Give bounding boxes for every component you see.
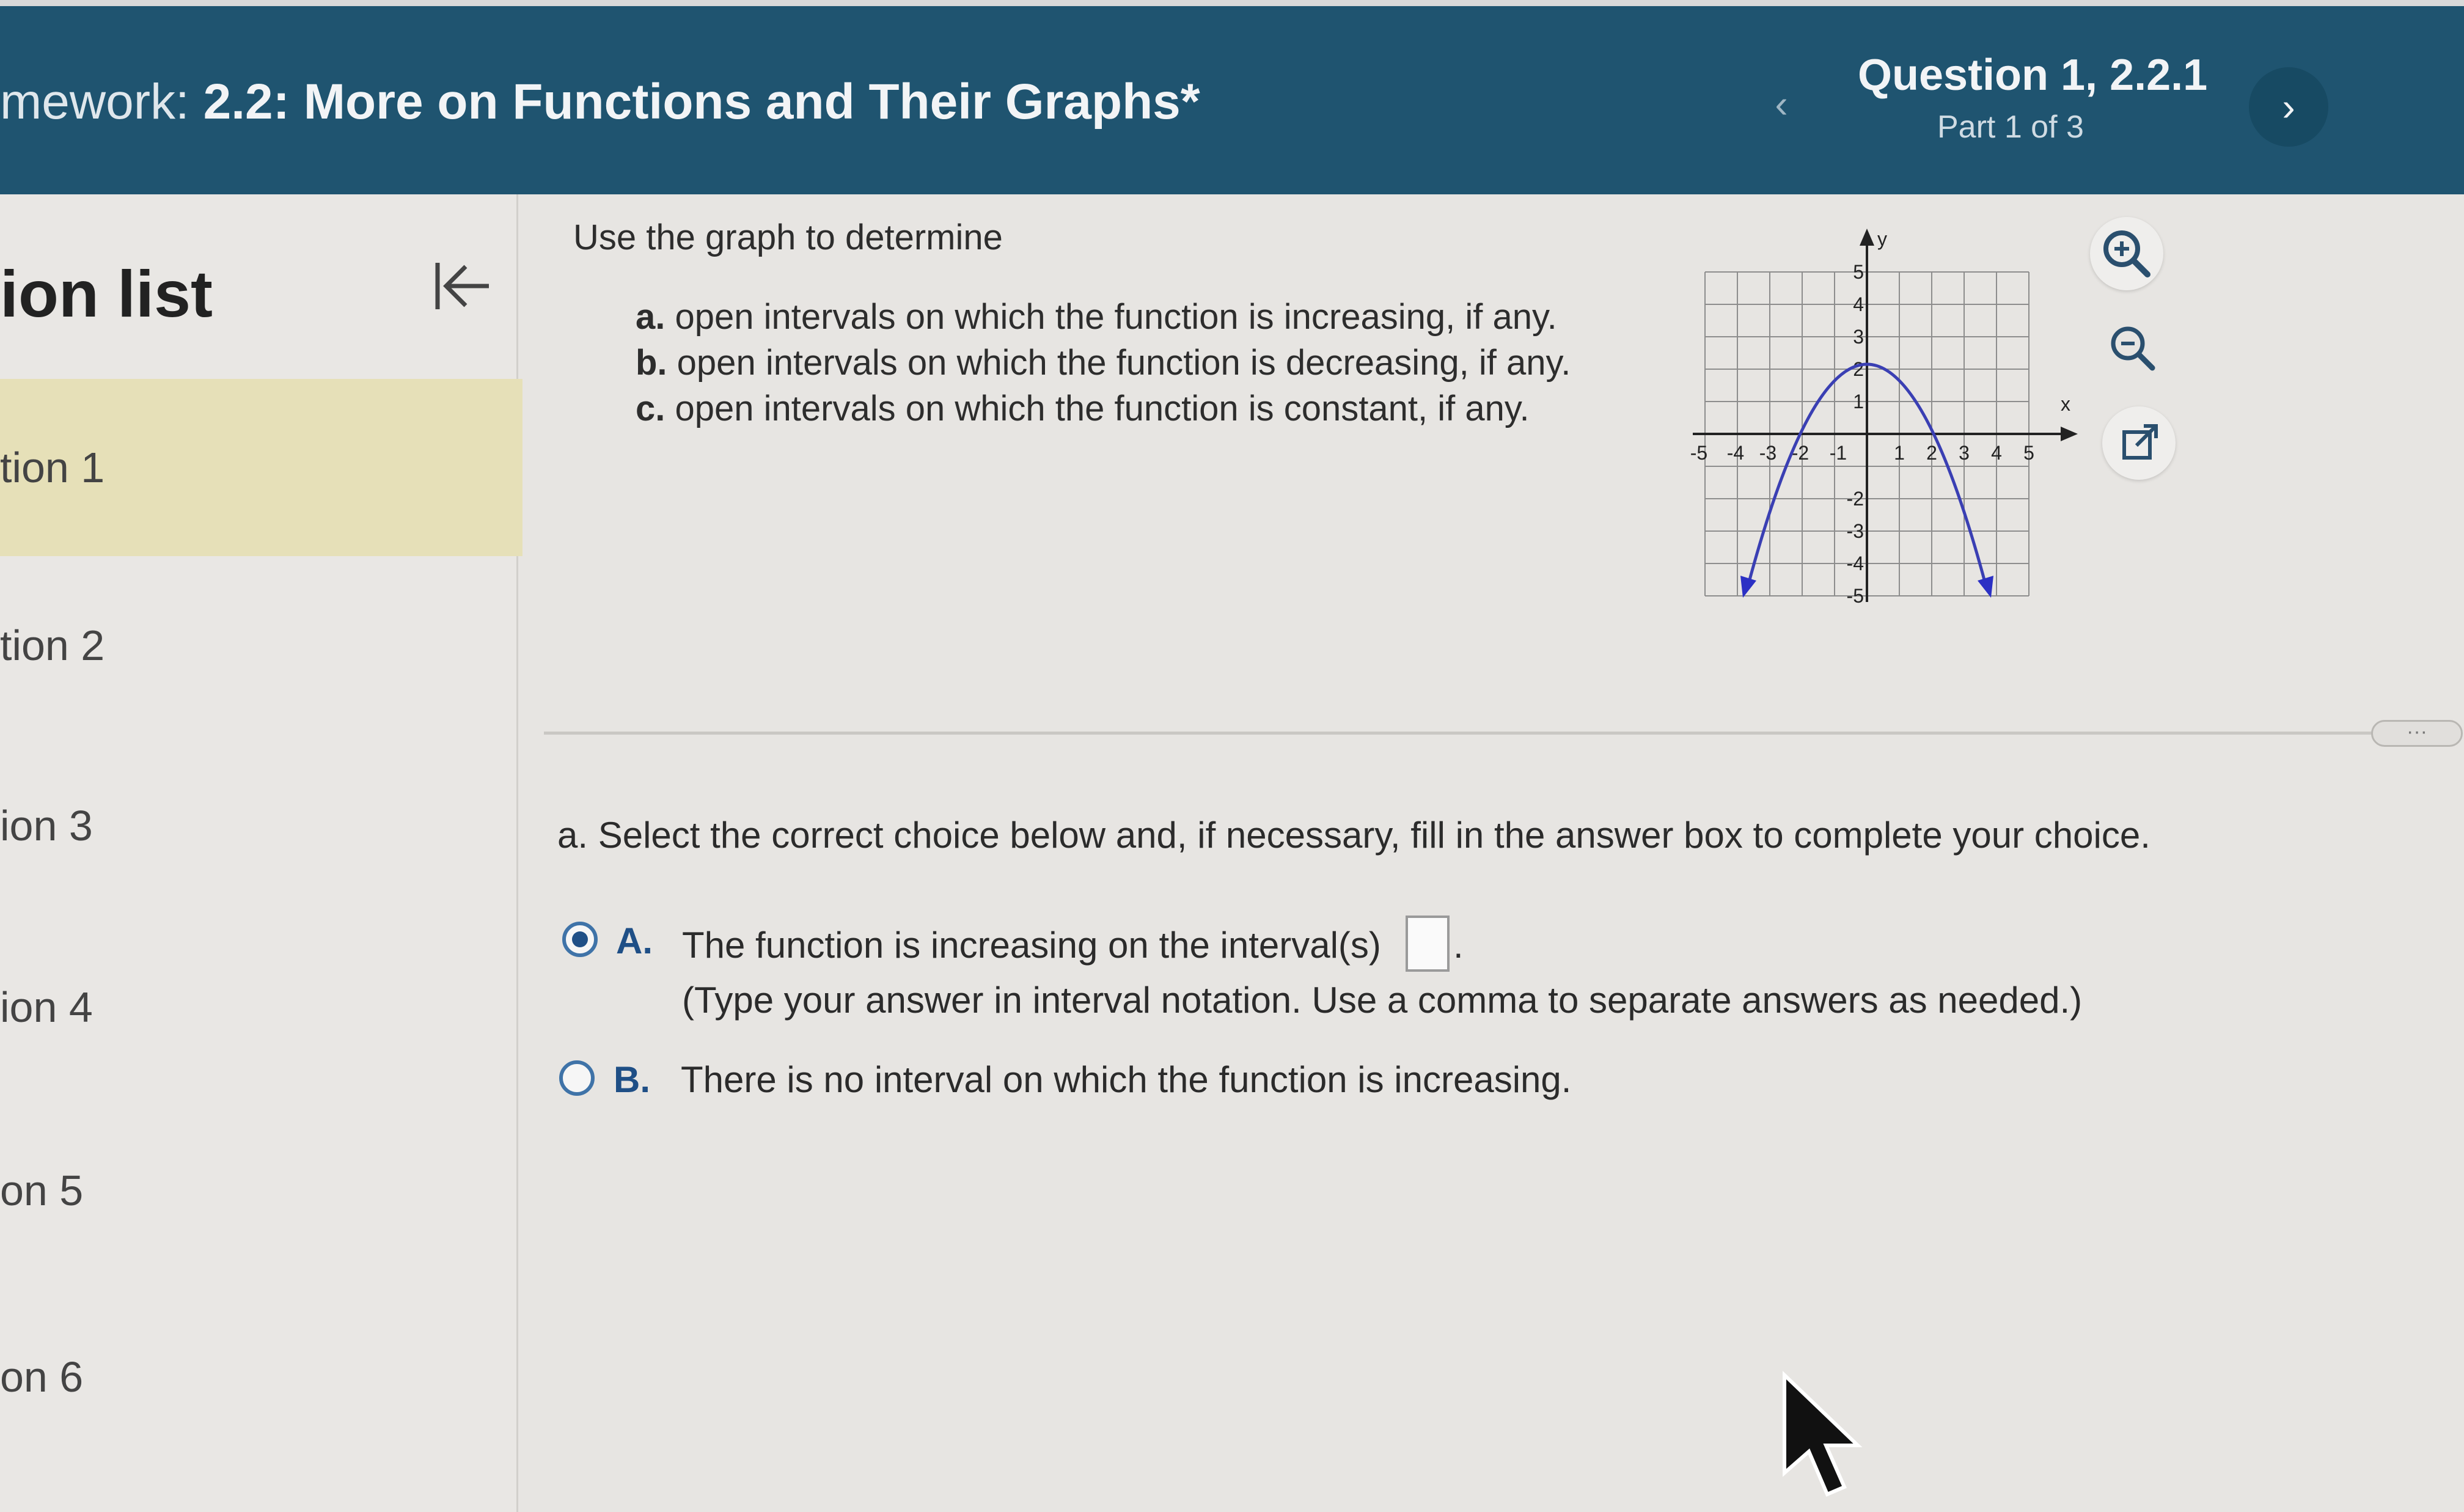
- assignment-name: 2.2: More on Functions and Their Graphs*: [203, 74, 1200, 130]
- zoom-out-button[interactable]: [2096, 312, 2169, 385]
- y-tick-label: 4: [1853, 293, 1864, 315]
- y-tick-label: -4: [1846, 552, 1864, 574]
- choice-a-text: The function is increasing on the interval(s): [682, 925, 1381, 966]
- open-graph-button[interactable]: [2102, 406, 2176, 480]
- section-divider: [544, 732, 2402, 735]
- sidebar-title: ion list: [0, 257, 213, 331]
- zoom-in-icon: [2090, 217, 2163, 290]
- sidebar-item-label: tion 2: [0, 622, 105, 669]
- choice-b-text: There is no interval on which the function is increasing.: [681, 1059, 1572, 1100]
- x-tick-label: -4: [1726, 442, 1745, 464]
- y-axis-label: y: [1877, 228, 1887, 250]
- item-letter: a.: [636, 297, 666, 337]
- next-question-button[interactable]: [2249, 67, 2328, 147]
- sidebar-item-label: on 6: [0, 1353, 84, 1401]
- sidebar-question-3[interactable]: [0, 737, 522, 914]
- item-text: open intervals on which the function is decreasing, if any.: [676, 343, 1571, 383]
- x-tick-label: 5: [2023, 442, 2034, 464]
- more-options-label: ···: [2407, 720, 2427, 743]
- item-text: open intervals on which the function is increasing, if any.: [675, 297, 1557, 337]
- sidebar-question-5[interactable]: [0, 1102, 522, 1279]
- curve-arrow-right: [1978, 576, 1993, 598]
- y-tick-label: 5: [1853, 261, 1864, 283]
- question-part: Part 1 of 3: [1937, 109, 2084, 145]
- zoom-out-icon: [2096, 312, 2169, 385]
- x-tick-label: 3: [1959, 442, 1970, 464]
- choice-a-letter: A.: [616, 920, 653, 961]
- sidebar-question-6[interactable]: [0, 1288, 522, 1466]
- more-options-button[interactable]: [2371, 720, 2463, 747]
- y-tick-label: 1: [1853, 391, 1864, 413]
- chevron-right-icon: ›: [2282, 85, 2295, 129]
- choice-a-hint: (Type your answer in interval notation. Use a comma to separate answers as needed.): [682, 980, 2083, 1021]
- sidebar-question-4[interactable]: [0, 919, 522, 1096]
- chevron-left-icon: ‹: [1775, 82, 1788, 126]
- item-letter: c.: [636, 389, 666, 428]
- zoom-in-button[interactable]: [2090, 217, 2163, 290]
- x-tick-label: -2: [1791, 442, 1810, 464]
- question-instruction: a. Select the correct choice below and, if necessary, fill in the answer box to complete your choice.: [557, 815, 2150, 856]
- sidebar-item-label: ion 4: [0, 983, 93, 1031]
- assignment-title: [0, 73, 1200, 131]
- sidebar-question-1[interactable]: [0, 379, 522, 556]
- y-tick-label: -2: [1846, 488, 1864, 510]
- sidebar-question-2[interactable]: [0, 557, 522, 734]
- choice-a-radio[interactable]: [562, 922, 598, 957]
- item-letter: b.: [636, 343, 667, 383]
- problem-item-b: [636, 342, 1571, 383]
- previous-question-button[interactable]: [1760, 79, 1803, 128]
- y-tick-label: 3: [1853, 326, 1864, 348]
- sidebar-item-label: ion 3: [0, 802, 93, 850]
- choice-a-suffix: .: [1453, 925, 1464, 966]
- function-graph: [1687, 220, 2090, 611]
- choice-b-radio[interactable]: [559, 1060, 595, 1096]
- x-tick-label: 4: [1991, 442, 2002, 464]
- external-link-icon: [2102, 406, 2176, 480]
- sidebar-item-label: on 5: [0, 1167, 84, 1214]
- question-list-sidebar: [0, 194, 518, 1512]
- x-tick-label: -3: [1759, 442, 1777, 464]
- top-bar: [0, 0, 2464, 194]
- y-tick-label: 2: [1853, 358, 1864, 380]
- question-number: Question 1, 2.2.1: [1858, 51, 2208, 100]
- choice-b-letter: B.: [614, 1059, 650, 1100]
- collapse-sidebar-button[interactable]: [428, 249, 501, 323]
- y-tick-label: -5: [1846, 585, 1864, 607]
- problem-prompt: Use the graph to determine: [573, 218, 1003, 257]
- assignment-prefix: mework:: [0, 74, 189, 130]
- x-tick-label: 2: [1926, 442, 1937, 464]
- curve-arrow-left: [1740, 576, 1756, 598]
- x-tick-label: 1: [1894, 442, 1905, 464]
- problem-item-c: [636, 388, 1530, 429]
- y-tick-label: -3: [1846, 520, 1864, 542]
- x-tick-label: -1: [1829, 442, 1847, 464]
- sidebar-item-label: tion 1: [0, 444, 105, 491]
- problem-item-a: [636, 296, 1557, 337]
- graph-axes: [1693, 229, 2078, 602]
- x-tick-label: -5: [1690, 442, 1708, 464]
- x-axis-label: x: [2061, 393, 2070, 415]
- interval-answer-input[interactable]: [1406, 916, 1450, 972]
- item-text: open intervals on which the function is constant, if any.: [675, 389, 1530, 428]
- mouse-cursor-icon: [1772, 1369, 1870, 1503]
- collapse-left-icon: [428, 249, 501, 323]
